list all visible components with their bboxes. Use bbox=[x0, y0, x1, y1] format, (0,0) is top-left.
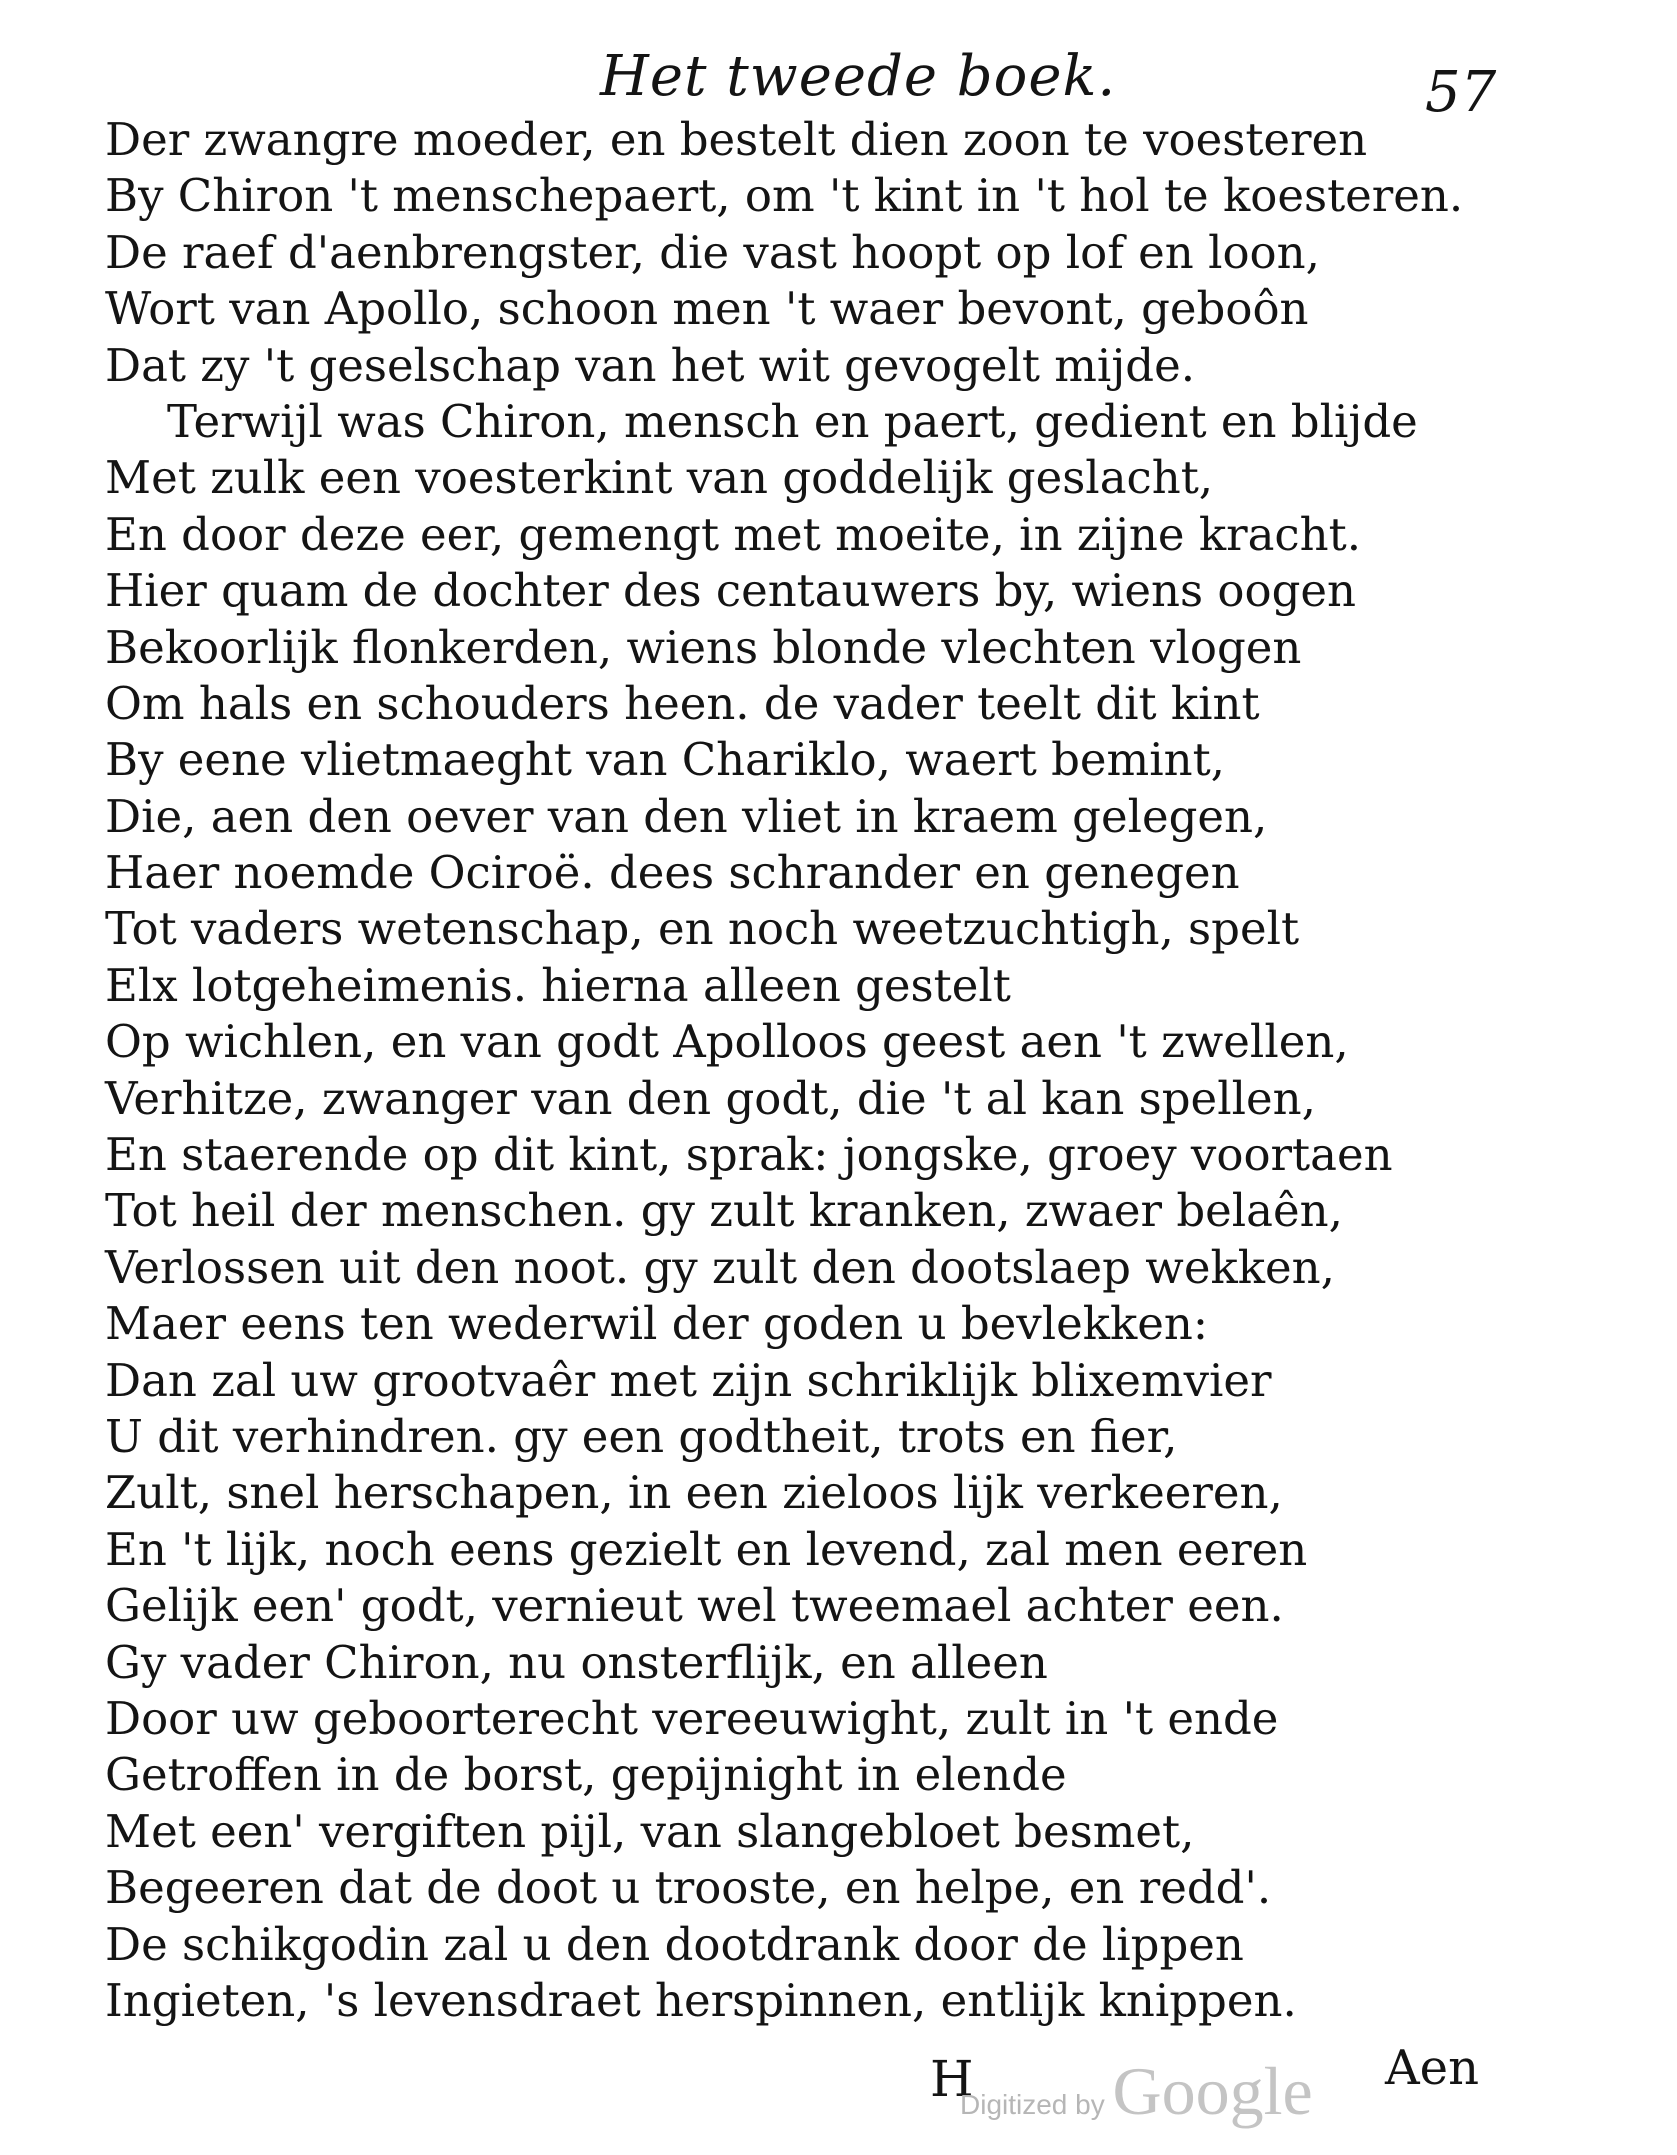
verse-line: Die, aen den oever van den vliet in kraem gelegen, bbox=[105, 789, 1268, 843]
verse-line: De schikgodin zal u den dootdrank door de lippen bbox=[105, 1917, 1244, 1971]
verse-line: Zult, snel herschapen, in een zieloos lijk verkeeren, bbox=[105, 1466, 1283, 1520]
verse-line: By Chiron 't menschepaert, om 't kint in 't hol te koesteren. bbox=[105, 169, 1464, 223]
verse-line: Om hals en schouders heen. de vader teelt dit kint bbox=[105, 676, 1260, 730]
verse-line: Der zwangre moeder, en bestelt dien zoon te voesteren bbox=[105, 113, 1368, 166]
verse-line: Elx lotgeheimenis. hierna alleen gestelt bbox=[105, 958, 1011, 1012]
catchword: Aen bbox=[1385, 2040, 1479, 2096]
page-footer bbox=[0, 2040, 1677, 2129]
digitization-watermark bbox=[960, 2052, 1313, 2131]
watermark-prefix: Digitized by bbox=[960, 2089, 1105, 2120]
verse-line: Getroffen in de borst, gepijnight in elende bbox=[105, 1748, 1067, 1802]
verse-line: Met een' vergiften pijl, van slangebloet besmet, bbox=[105, 1804, 1195, 1858]
verse-line: Begeeren dat de doot u trooste, en helpe, en redd'. bbox=[105, 1861, 1272, 1915]
verse-line: De raef d'aenbrengster, die vast hoopt op lof en loon, bbox=[105, 225, 1320, 279]
verse-line: En door deze eer, gemengt met moeite, in zijne kracht. bbox=[105, 507, 1362, 561]
verse-line: Met zulk een voesterkint van goddelijk geslacht, bbox=[105, 451, 1214, 505]
verse-line: Door uw geboorterecht vereeuwight, zult in 't ende bbox=[105, 1691, 1279, 1745]
verse-line: Haer noemde Ociroë. dees schrander en genegen bbox=[105, 846, 1240, 900]
verse-line: Verlossen uit den noot. gy zult den dootslaep wekken, bbox=[105, 1240, 1335, 1294]
verse-line: Maer eens ten wederwil der goden u bevlekken: bbox=[105, 1297, 1209, 1351]
verse-line: By eene vlietmaeght van Chariklo, waert bemint, bbox=[105, 733, 1225, 787]
verse-line: Wort van Apollo, schoon men 't waer bevont, geboôn bbox=[105, 282, 1309, 336]
page-number: 57 bbox=[1425, 60, 1497, 125]
verse-line: Dan zal uw grootvaêr met zijn schriklijk blixemvier bbox=[105, 1353, 1272, 1407]
verse-line: En 't lijk, noch eens gezielt en levend, zal men eeren bbox=[105, 1522, 1308, 1576]
running-title: Het tweede boek. bbox=[600, 44, 1117, 109]
verse-line: Terwijl was Chiron, mensch en paert, gedient en blijde bbox=[167, 394, 1418, 448]
page-header bbox=[0, 40, 1677, 125]
verse-text bbox=[105, 112, 1525, 2029]
watermark-brand: Google bbox=[1112, 2053, 1313, 2129]
verse-line: Ingieten, 's levensdraet herspinnen, entlijk knippen. bbox=[105, 1973, 1297, 2027]
verse-line: Verhitze, zwanger van den godt, die 't al kan spellen, bbox=[105, 1071, 1316, 1125]
verse-line: Gelijk een' godt, vernieut wel tweemael achter een. bbox=[105, 1579, 1284, 1633]
verse-line: Dat zy 't geselschap van het wit gevogelt mijde. bbox=[105, 338, 1196, 392]
signature-mark: H bbox=[930, 2050, 974, 2108]
verse-line: Hier quam de dochter des centauwers by, wiens oogen bbox=[105, 564, 1357, 618]
verse-line: Gy vader Chiron, nu onsterflijk, en alleen bbox=[105, 1635, 1048, 1689]
verse-line: U dit verhindren. gy een godtheit, trots en fier, bbox=[105, 1409, 1178, 1463]
verse-line: En staerende op dit kint, sprak: jongske, groey voortaen bbox=[105, 1128, 1393, 1182]
verse-line: Op wichlen, en van godt Apolloos geest aen 't zwellen, bbox=[105, 1015, 1349, 1069]
verse-line: Tot heil der menschen. gy zult kranken, zwaer belaên, bbox=[105, 1184, 1343, 1238]
verse-line: Bekoorlijk flonkerden, wiens blonde vlechten vlogen bbox=[105, 620, 1302, 674]
verse-line: Tot vaders wetenschap, en noch weetzuchtigh, spelt bbox=[105, 902, 1300, 956]
